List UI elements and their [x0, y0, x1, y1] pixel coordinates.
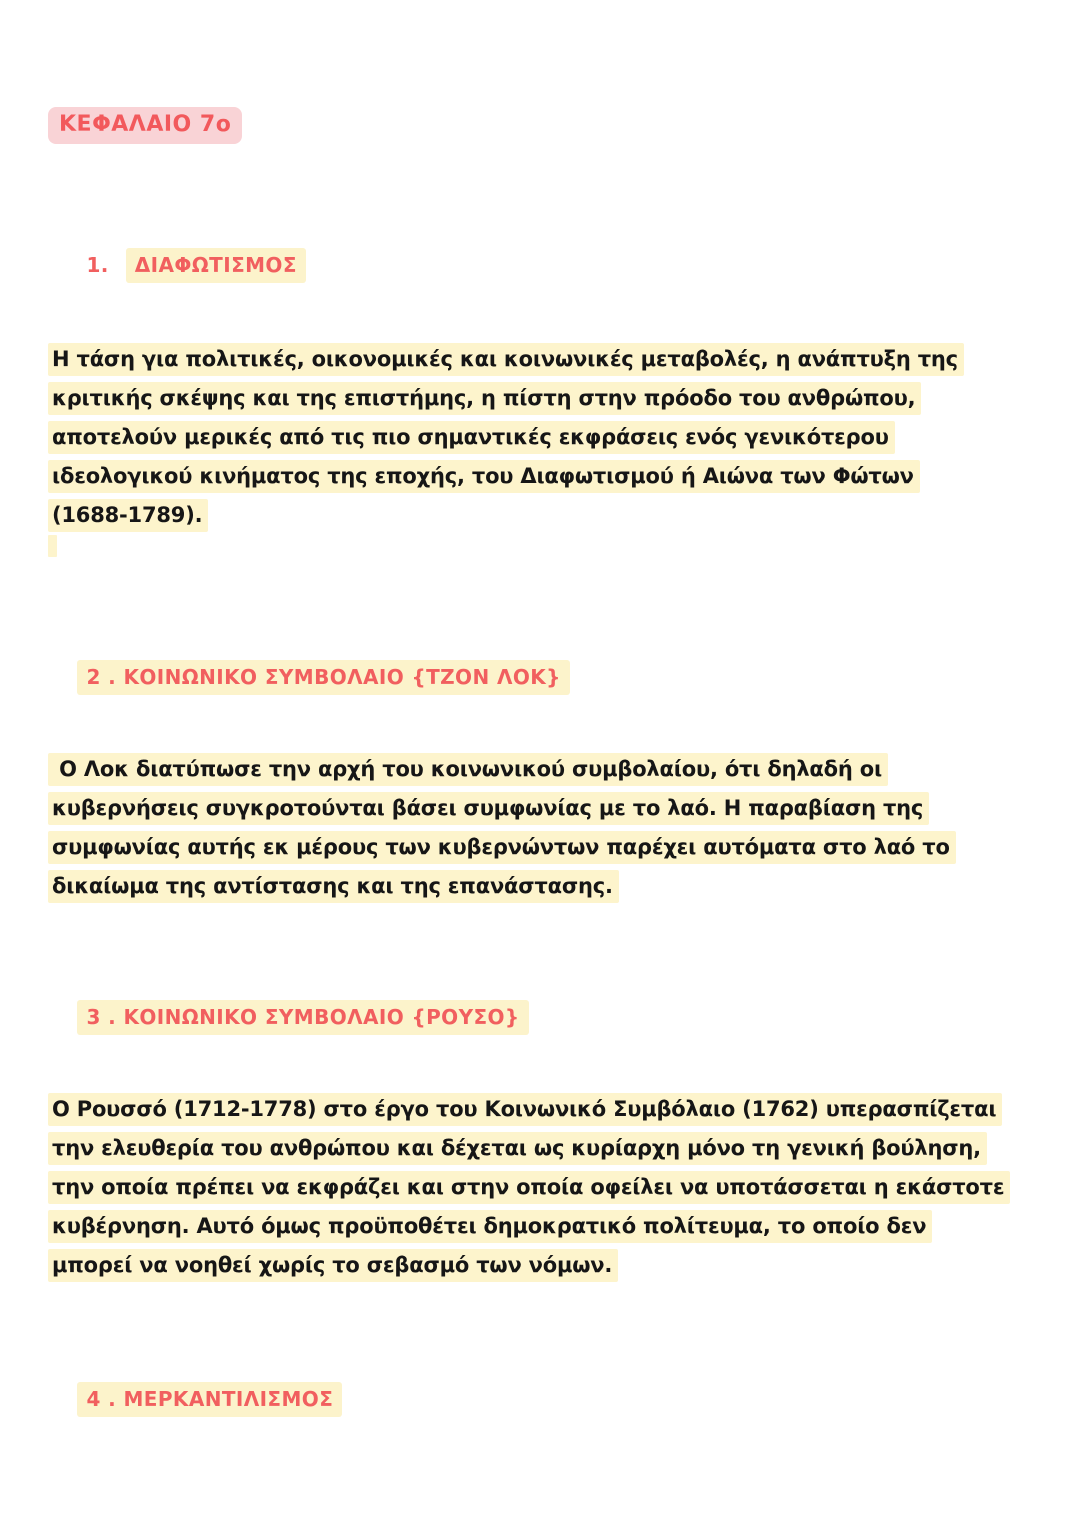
highlighted-text: συμφωνίας αυτής εκ μέρους των κυβερνώντων παρέχει αυτόματα στο λαό το — [48, 831, 956, 864]
paragraph-line — [48, 379, 1058, 418]
empty-highlight-mark — [48, 535, 57, 557]
highlighted-text: την οποία πρέπει να εκφράζει και στην οποία οφείλει να υποτάσσεται η εκάστοτε — [48, 1171, 1010, 1204]
section-title-4: 4 . ΜΕΡΚΑΝΤΙΛΙΣΜΟΣ — [77, 1382, 342, 1417]
section-title-3: 3 . ΚΟΙΝΩΝΙΚΟ ΣΥΜΒΟΛΑΙΟ {ΡΟΥΣΟ} — [77, 1000, 528, 1035]
section-number-1: 1. — [86, 253, 109, 277]
paragraph-line — [48, 867, 1058, 906]
paragraph-locke — [48, 750, 1058, 906]
highlighted-text: (1688-1789). — [48, 499, 208, 532]
paragraph-rousseau — [48, 1090, 1058, 1285]
highlighted-text: ιδεολογικού κινήματος της εποχής, του Διαφωτισμού ή Αιώνα των Φώτων — [48, 460, 920, 493]
chapter-title-highlight: ΚΕΦΑΛΑΙΟ 7ο — [48, 107, 242, 144]
paragraph-line — [48, 1129, 1058, 1168]
section-title-2: 2 . ΚΟΙΝΩΝΙΚΟ ΣΥΜΒΟΛΑΙΟ {ΤΖΟΝ ΛΟΚ} — [77, 660, 569, 695]
highlighted-text: κριτικής σκέψης και της επιστήμης, η πίστη στην πρόοδο του ανθρώπου, — [48, 382, 921, 415]
paragraph-line — [48, 496, 1058, 535]
paragraph-line — [48, 1090, 1058, 1129]
highlighted-text: κυβέρνηση. Αυτό όμως προϋποθέτει δημοκρατικό πολίτευμα, το οποίο δεν — [48, 1210, 932, 1243]
paragraph-enlightenment — [48, 340, 1058, 535]
section-title-1: ΔΙΑΦΩΤΙΣΜΟΣ — [126, 248, 306, 283]
paragraph-line — [48, 457, 1058, 496]
highlighted-text: μπορεί να νοηθεί χωρίς το σεβασμό των νόμων. — [48, 1249, 618, 1282]
section-heading-3 — [48, 981, 529, 1053]
paragraph-line — [48, 789, 1058, 828]
paragraph-line — [48, 1246, 1058, 1285]
highlighted-text: Ο Λοκ διατύπωσε την αρχή του κοινωνικού συμβολαίου, ότι δηλαδή οι — [48, 753, 888, 786]
highlighted-text: δικαίωμα της αντίστασης και της επανάστασης. — [48, 870, 619, 903]
chapter-title — [48, 112, 242, 137]
highlighted-text: Η τάση για πολιτικές, οικονομικές και κοινωνικές μεταβολές, η ανάπτυξη της — [48, 343, 964, 376]
paragraph-line — [48, 418, 1058, 457]
paragraph-line — [48, 340, 1058, 379]
paragraph-line — [48, 828, 1058, 867]
paragraph-line — [48, 750, 1058, 789]
highlighted-text: την ελευθερία του ανθρώπου και δέχεται ως κυρίαρχη μόνο τη γενική βούληση, — [48, 1132, 987, 1165]
section-heading-4 — [48, 1363, 342, 1435]
highlighted-text: κυβερνήσεις συγκροτούνται βάσει συμφωνίας με το λαό. Η παραβίαση της — [48, 792, 929, 825]
highlighted-text: Ο Ρουσσό (1712-1778) στο έργο του Κοινωνικό Συμβόλαιο (1762) υπερασπίζεται — [48, 1093, 1002, 1126]
paragraph-line — [48, 1207, 1058, 1246]
highlighted-text: αποτελούν μερικές από τις πιο σημαντικές εκφράσεις ενός γενικότερου — [48, 421, 895, 454]
section-heading-1 — [57, 229, 306, 301]
paragraph-line — [48, 1168, 1058, 1207]
section-heading-2 — [48, 641, 570, 713]
